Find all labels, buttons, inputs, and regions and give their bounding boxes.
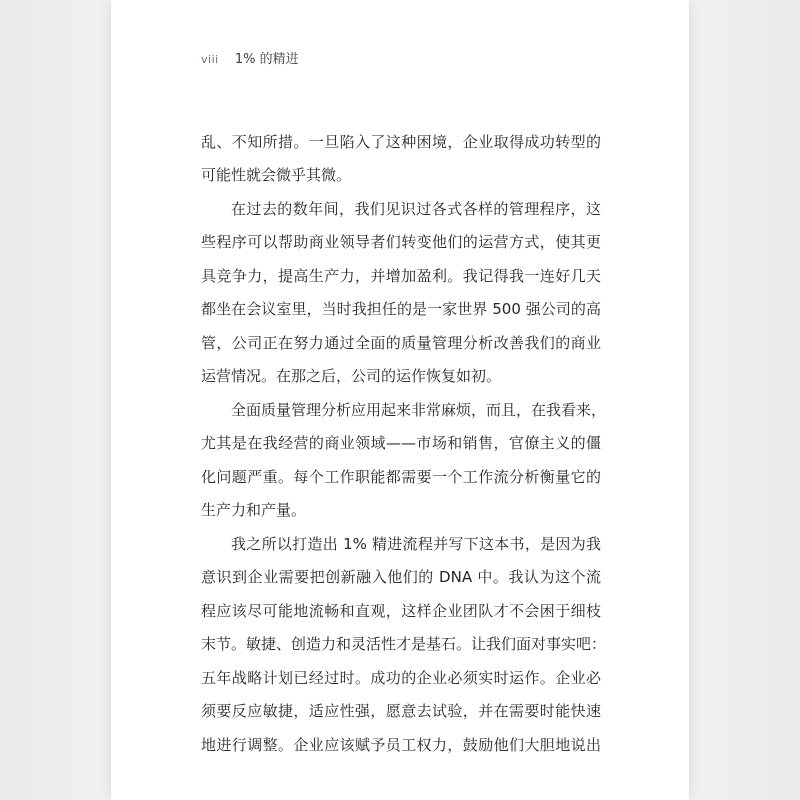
page-number: viii bbox=[201, 53, 219, 66]
body-line: 乱、不知所措。一旦陷入了这种困境，企业取得成功转型的 bbox=[201, 133, 601, 151]
body-line: 尤其是在我经营的商业领域——市场和销售，官僚主义的僵 bbox=[201, 434, 601, 452]
body-line: 意识到企业需要把创新融入他们的 DNA 中。我认为这个流 bbox=[201, 568, 601, 586]
body-line: 具竞争力，提高生产力，并增加盈利。我记得我一连好几天 bbox=[201, 267, 601, 285]
body-line: 化问题严重。每个工作职能都需要一个工作流分析衡量它的 bbox=[201, 468, 601, 486]
body-line: 地进行调整。企业应该赋予员工权力，鼓励他们大胆地说出 bbox=[201, 736, 601, 754]
body-line: 我之所以打造出 1% 精进流程并写下这本书，是因为我 bbox=[231, 535, 601, 553]
body-line: 可能性就会微乎其微。 bbox=[201, 166, 352, 184]
body-line: 都坐在会议室里，当时我担任的是一家世界 500 强公司的高 bbox=[201, 300, 601, 318]
body-line: 在过去的数年间，我们见识过各式各样的管理程序，这 bbox=[231, 200, 601, 218]
book-page bbox=[111, 0, 689, 800]
body-line: 程应该尽可能地流畅和直观，这样企业团队才不会困于细枝 bbox=[201, 602, 601, 620]
body-line: 运营情况。在那之后，公司的运作恢复如初。 bbox=[201, 367, 502, 385]
body-line: 须要反应敏捷，适应性强，愿意去试验，并在需要时能快速 bbox=[201, 702, 601, 720]
body-line: 末节。敏捷、创造力和灵活性才是基石。让我们面对事实吧： bbox=[201, 635, 607, 653]
body-line: 全面质量管理分析应用起来非常麻烦，而且，在我看来， bbox=[231, 401, 607, 419]
body-line: 生产力和产量。 bbox=[201, 501, 307, 519]
body-line: 管，公司正在努力通过全面的质量管理分析改善我们的商业 bbox=[201, 334, 601, 352]
body-line: 些程序可以帮助商业领导者们转变他们的运营方式，使其更 bbox=[201, 233, 601, 251]
running-header bbox=[201, 48, 299, 67]
running-title: 1% 的精进 bbox=[234, 52, 299, 67]
body-line: 五年战略计划已经过时。成功的企业必须实时运作。企业必 bbox=[201, 669, 601, 687]
